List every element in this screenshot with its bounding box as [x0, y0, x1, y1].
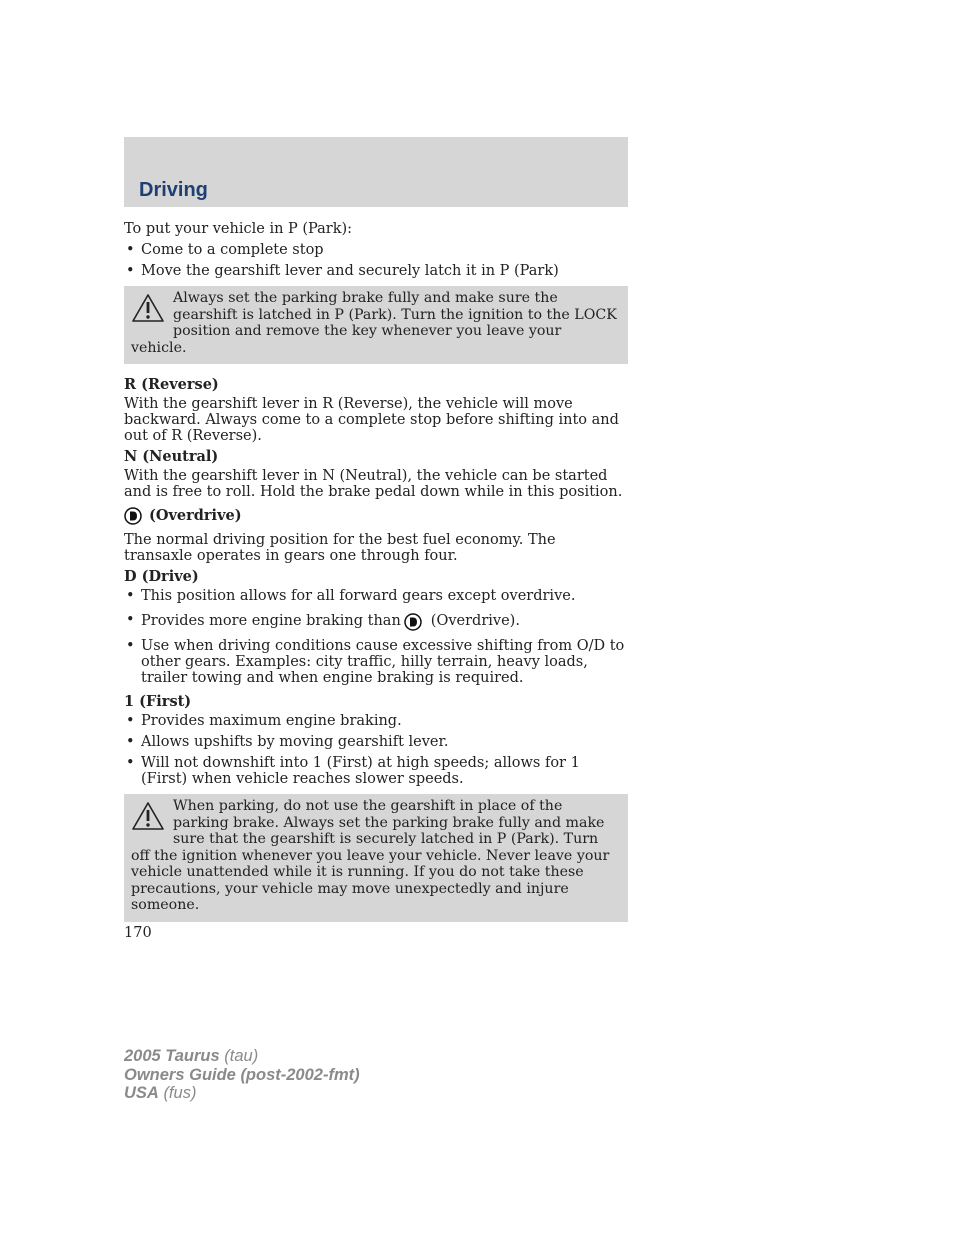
section-header-band — [124, 137, 628, 207]
neutral-body: With the gearshift lever in N (Neutral), the vehicle can be started and is free to roll. Hold the brake pedal down while in this position. — [124, 468, 623, 500]
list-item: • Use when driving conditions cause excessive shifting from O/D to other gears. Examples: city traffic, hilly terrain, heavy loads, trailer towing and when engine braking is required. — [124, 638, 628, 686]
list-item-text: (Overdrive). — [430, 613, 520, 629]
overdrive-d-icon — [404, 613, 422, 631]
page-content — [124, 221, 628, 935]
warning-text: Always set the parking brake fully and make sure the gearshift is latched in P (Park). Turn the ignition to the LOCK position and remove the key whenever you leave your vehicle. — [131, 290, 617, 356]
overdrive-heading: (Overdrive) — [149, 507, 242, 524]
overdrive-d-icon — [124, 507, 142, 525]
section-title: Driving — [139, 179, 208, 201]
overdrive-heading-row — [124, 507, 628, 525]
warning-triangle-icon — [131, 801, 165, 831]
footer-line-guide: Owners Guide (post-2002-fmt) — [124, 1065, 360, 1084]
document-footer — [124, 1047, 360, 1103]
footer-line-model: 2005 Taurus (tau) — [124, 1047, 259, 1065]
warning-triangle-icon — [131, 293, 165, 323]
list-item — [124, 612, 628, 630]
list-item: • Will not downshift into 1 (First) at high speeds; allows for 1 (First) when vehicle reaches slower speeds. — [124, 755, 628, 787]
park-intro: To put your vehicle in P (Park): — [124, 221, 353, 237]
first-heading: 1 (First) — [124, 693, 192, 710]
list-item-text: Provides more engine braking than — [141, 613, 401, 629]
page-number: 170 — [124, 925, 152, 941]
warning-box-parking — [124, 794, 628, 922]
park-steps-list — [124, 242, 628, 279]
overdrive-body: The normal driving position for the best fuel economy. The transaxle operates in gears one through four. — [124, 532, 556, 564]
first-list — [124, 713, 628, 787]
list-item: • Provides maximum engine braking. — [124, 713, 628, 729]
drive-heading: D (Drive) — [124, 568, 199, 585]
list-item: • Allows upshifts by moving gearshift lever. — [124, 734, 628, 750]
neutral-heading: N (Neutral) — [124, 448, 219, 465]
reverse-body: With the gearshift lever in R (Reverse), the vehicle will move backward. Always come to a complete stop before shifting into and out of R (Reverse). — [124, 396, 619, 444]
drive-list — [124, 588, 628, 686]
list-item: • Move the gearshift lever and securely latch it in P (Park) — [124, 263, 628, 279]
warning-box-park — [124, 286, 628, 364]
footer-line-market: USA (fus) — [124, 1084, 197, 1102]
warning-text: When parking, do not use the gearshift in place of the parking brake. Always set the parking brake fully and make sure that the gearshift is securely latched in P (Park). Turn off the ignition whenever you leave your vehicle. Never leave your vehicle unattended while it is running. If you do not take these precautions, your vehicle may move unexpectedly and injure someone. — [131, 798, 610, 913]
list-item: • Come to a complete stop — [124, 242, 628, 258]
list-item: • This position allows for all forward gears except overdrive. — [124, 588, 628, 604]
reverse-heading: R (Reverse) — [124, 376, 219, 393]
